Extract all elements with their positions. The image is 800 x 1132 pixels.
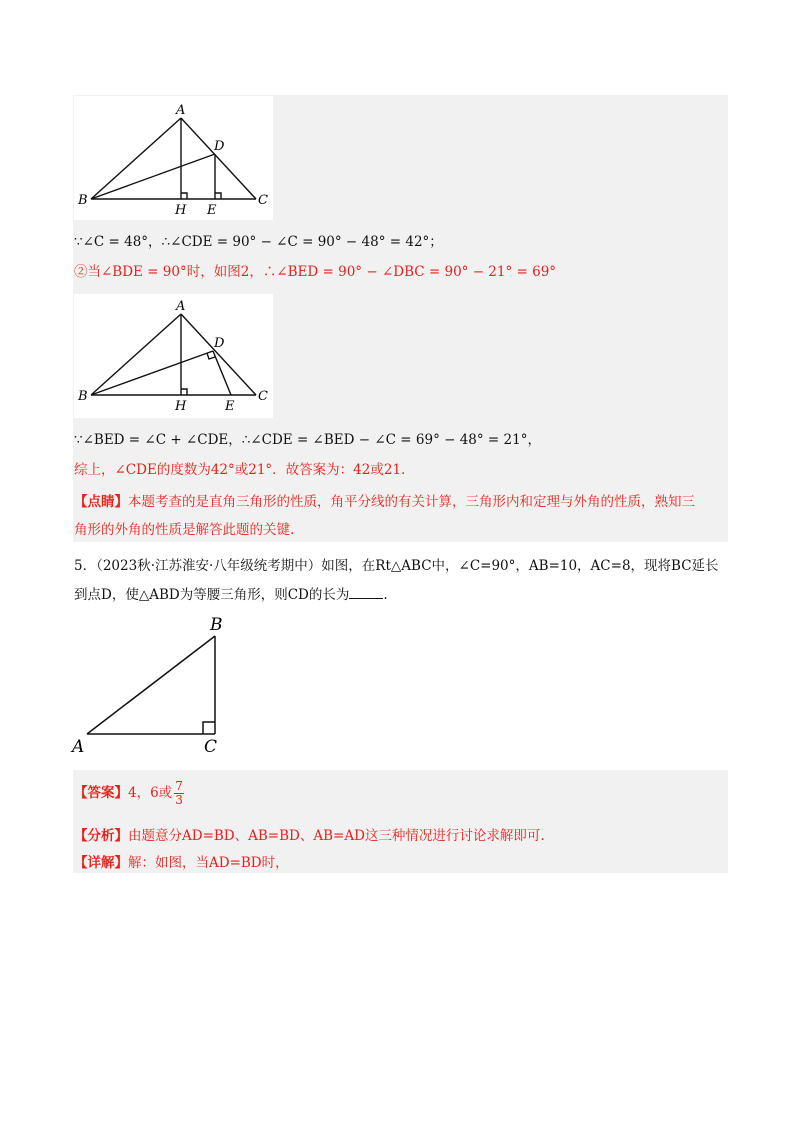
solution-line-2: ②当∠BDE = 90°时，如图2，∴∠BED = 90° − ∠DBC = 90° − 21° = 69° <box>74 264 557 280</box>
solution-line-1: ∵∠C = 48°，∴∠CDE = 90° − ∠C = 90° − 48° = 42°； <box>74 234 443 250</box>
analysis-line <box>74 826 545 846</box>
question-number: 5． <box>74 558 97 574</box>
right-triangle-figure <box>68 612 238 764</box>
triangle-figure-1 <box>74 96 273 220</box>
triangle-figure-2 <box>74 294 273 418</box>
detail-line <box>74 853 289 873</box>
label-h: H <box>175 203 187 218</box>
tip-line-2: 角形的外角的性质是解答此题的关键. <box>74 522 295 538</box>
question-source: （2023秋·江苏淮安·八年级统考期中） <box>96 558 322 574</box>
question-5-line-1 <box>74 556 719 576</box>
analysis-tag: 【分析】 <box>74 828 128 844</box>
solution-line-4: 综上，∠CDE的度数为42°或21°．故答案为：42或21. <box>74 462 406 478</box>
label-c: C <box>204 737 218 757</box>
label-b: B <box>78 389 88 404</box>
tip-tag: 【点睛】 <box>74 494 128 510</box>
question-text-1: 如图，在Rt△ABC中，∠C=90°，AB=10，AC=8，现将BC延长 <box>321 558 719 574</box>
question-text-2-end: . <box>383 587 388 603</box>
answer-blank <box>349 584 383 599</box>
label-c: C <box>258 389 268 404</box>
label-a: A <box>176 299 186 314</box>
label-d: D <box>214 336 225 351</box>
label-c: C <box>258 193 268 208</box>
answer-tag: 【答案】 <box>74 785 128 801</box>
label-d: D <box>214 139 225 154</box>
analysis-text: 由题意分AD=BD、AB=BD、AB=AD这三种情况进行讨论求解即可. <box>128 828 545 844</box>
label-a: A <box>72 737 85 757</box>
detail-tag: 【详解】 <box>74 855 128 871</box>
tip-text-1: 本题考查的是直角三角形的性质，角平分线的有关计算，三角形内和定理与外角的性质，熟知三 <box>128 494 695 510</box>
question-text-2: 到点D，使△ABD为等腰三角形，则CD的长为 <box>74 587 350 603</box>
label-e: E <box>207 203 217 218</box>
answer-text: 4，6或 <box>128 785 173 801</box>
label-h: H <box>175 399 187 414</box>
figure-2 <box>74 294 273 418</box>
label-e: E <box>225 399 235 414</box>
answer-fraction <box>174 780 184 807</box>
answer-line <box>74 778 184 808</box>
label-a: A <box>176 103 186 118</box>
tip-line-1 <box>74 492 695 512</box>
figure-1 <box>74 96 273 220</box>
label-b: B <box>210 615 223 635</box>
detail-text: 解：如图，当AD=BD时， <box>128 855 289 871</box>
solution-line-3: ∵∠BED = ∠C + ∠CDE，∴∠CDE = ∠BED − ∠C = 69° − 48° = 21°， <box>74 432 541 448</box>
fraction-denominator: 3 <box>175 793 183 807</box>
label-b: B <box>78 193 88 208</box>
question-5-line-2 <box>74 584 388 605</box>
figure-3 <box>68 612 238 764</box>
fraction-numerator: 7 <box>175 779 183 793</box>
